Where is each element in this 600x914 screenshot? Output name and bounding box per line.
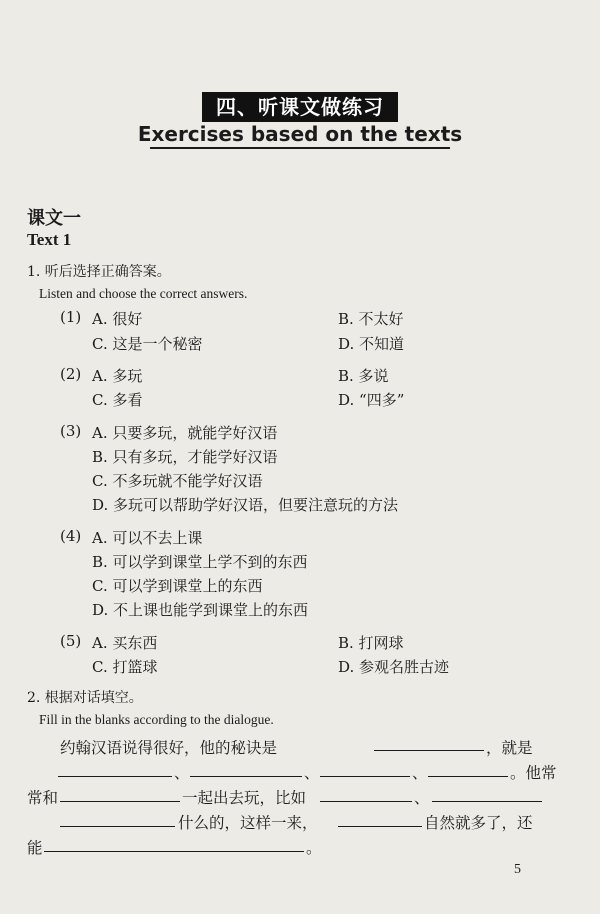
banner-title: 四、听课文做练习 bbox=[202, 92, 398, 122]
ex1-instruction-en: Listen and choose the correct answers. bbox=[39, 286, 248, 301]
q2-option-b: B. 多说 bbox=[338, 367, 389, 385]
fill-text-2: ，就是 bbox=[486, 739, 533, 757]
fill-separator-3: 、 bbox=[412, 764, 428, 782]
fill-text-7: 自然就多了，还 bbox=[424, 814, 533, 832]
q3-option-d: D. 多玩可以帮助学好汉语，但要注意玩的方法 bbox=[92, 496, 399, 514]
q4-number: (4) bbox=[60, 527, 82, 545]
answer-blank-4[interactable] bbox=[320, 762, 410, 777]
q2-number: (2) bbox=[60, 365, 82, 383]
q2-option-c: C. 多看 bbox=[92, 391, 143, 409]
q2-option-d: D. “四多” bbox=[338, 391, 405, 409]
fill-text-5: 一起出去玩，比如 bbox=[182, 789, 307, 807]
ex2-instruction-cn: 2. 根据对话填空。 bbox=[27, 690, 143, 706]
fill-text-8: 能 bbox=[27, 839, 43, 857]
q3-option-c: C. 不多玩就不能学好汉语 bbox=[92, 472, 263, 490]
subtitle-rule bbox=[150, 147, 450, 149]
q3-number: (3) bbox=[60, 422, 82, 440]
fill-separator-2: 、 bbox=[304, 764, 320, 782]
answer-blank-7[interactable] bbox=[320, 787, 412, 802]
fill-text-3: 。他常 bbox=[510, 764, 557, 782]
ex2-instruction-en: Fill in the blanks according to the dialogue. bbox=[39, 712, 274, 727]
q4-option-c: C. 可以学到课堂上的东西 bbox=[92, 577, 263, 595]
q5-option-a: A. 买东西 bbox=[92, 634, 158, 652]
section-banner bbox=[0, 92, 600, 122]
fill-text-1: 约翰汉语说得很好，他的秘诀是 bbox=[60, 739, 278, 757]
answer-blank-3[interactable] bbox=[190, 762, 302, 777]
q2-option-a: A. 多玩 bbox=[92, 367, 143, 385]
answer-blank-1[interactable] bbox=[374, 736, 484, 751]
answer-blank-5[interactable] bbox=[428, 762, 508, 777]
q4-option-d: D. 不上课也能学到课堂上的东西 bbox=[92, 601, 309, 619]
answer-blank-11[interactable] bbox=[44, 837, 304, 852]
lesson-title-cn: 课文一 bbox=[27, 208, 81, 229]
q4-option-a: A. 可以不去上课 bbox=[92, 529, 203, 547]
q1-option-a: A. 很好 bbox=[92, 310, 143, 328]
q1-option-c: C. 这是一个秘密 bbox=[92, 335, 203, 353]
fill-separator-1: 、 bbox=[174, 764, 190, 782]
q4-option-b: B. 可以学到课堂上学不到的东西 bbox=[92, 553, 308, 571]
fill-text-9: 。 bbox=[306, 839, 322, 857]
q3-option-a: A. 只要多玩，就能学好汉语 bbox=[92, 424, 278, 442]
answer-blank-9[interactable] bbox=[60, 812, 175, 827]
fill-separator-4: 、 bbox=[414, 789, 430, 807]
q1-option-b: B. 不太好 bbox=[338, 310, 404, 328]
fill-text-4: 常和 bbox=[27, 789, 59, 807]
page-number: 5 bbox=[514, 862, 521, 877]
q5-number: (5) bbox=[60, 632, 82, 650]
q3-option-b: B. 只有多玩，才能学好汉语 bbox=[92, 448, 278, 466]
answer-blank-6[interactable] bbox=[60, 787, 180, 802]
q1-number: (1) bbox=[60, 308, 82, 326]
lesson-title-en: Text 1 bbox=[27, 230, 72, 249]
q1-option-d: D. 不知道 bbox=[338, 335, 405, 353]
banner-subtitle: Exercises based on the texts bbox=[137, 122, 463, 146]
answer-blank-10[interactable] bbox=[338, 812, 422, 827]
q5-option-c: C. 打篮球 bbox=[92, 658, 158, 676]
answer-blank-2[interactable] bbox=[58, 762, 172, 777]
q5-option-d: D. 参观名胜古迹 bbox=[338, 658, 450, 676]
answer-blank-8[interactable] bbox=[432, 787, 542, 802]
ex1-instruction-cn: 1. 听后选择正确答案。 bbox=[27, 264, 171, 280]
fill-text-6: 什么的，这样一来， bbox=[178, 814, 318, 832]
q5-option-b: B. 打网球 bbox=[338, 634, 404, 652]
